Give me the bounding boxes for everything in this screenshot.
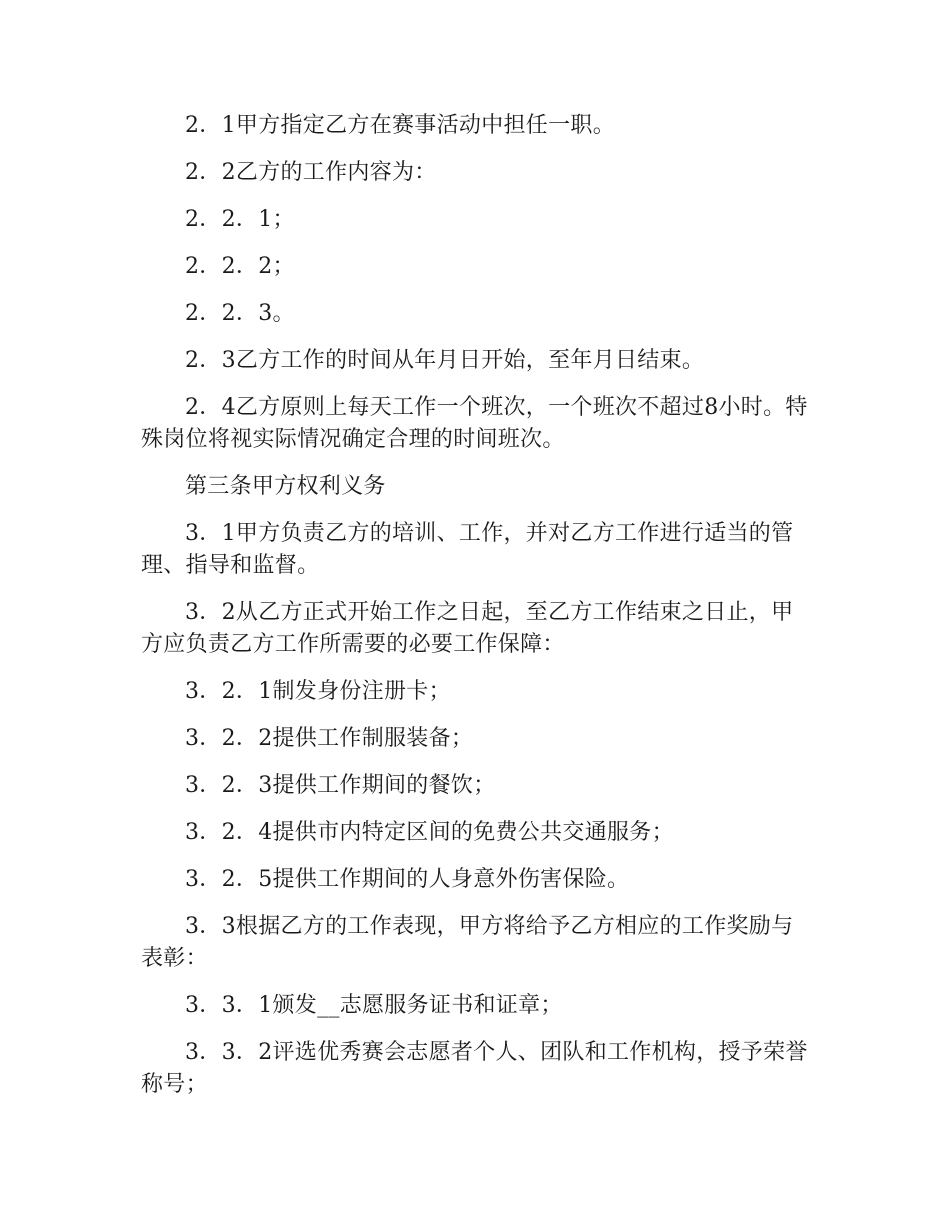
clause-2-1: 2．1甲方指定乙方在赛事活动中担任一职。: [185, 113, 615, 138]
clause-3-3-2: 3．3．2评选优秀赛会志愿者个人、团队和工作机构，授予荣誉称号；: [141, 1040, 808, 1097]
clause-3-2: 3．2从乙方正式开始工作之日起，至乙方工作结束之日止，甲方应负责乙方工作所需要的必要工作保障：: [141, 600, 794, 657]
clause-3-2-1: 3．2．1制发身份注册卡；: [185, 679, 451, 704]
clause-2-2-2: 2．2．2；: [185, 254, 295, 279]
document-body: [141, 110, 813, 1116]
clause-3-1: 3．1甲方负责乙方的培训、工作，并对乙方工作进行适当的管理、指导和监督。: [141, 521, 794, 578]
clause-3-3: 3．3根据乙方的工作表现，甲方将给予乙方相应的工作奖励与表彰：: [141, 914, 794, 971]
clause-2-2-3: 2．2．3。: [185, 301, 295, 326]
clause-3-2-5: 3．2．5提供工作期间的人身意外伤害保险。: [185, 867, 630, 892]
clause-2-4: 2．4乙方原则上每天工作一个班次，一个班次不超过8小时。特殊岗位将视实际情况确定合理的时间班次。: [141, 395, 808, 452]
article-3-heading: 第三条甲方权利义务: [185, 474, 386, 499]
clause-2-3: 2．3乙方工作的时间从年月日开始，至年月日结束。: [185, 348, 705, 373]
clause-3-2-4: 3．2．4提供市内特定区间的免费公共交通服务；: [185, 820, 674, 845]
clause-3-2-2: 3．2．2提供工作制服装备；: [185, 726, 474, 751]
clause-3-3-1: 3．3．1颁发__志愿服务证书和证章；: [185, 993, 563, 1018]
clause-3-2-3: 3．2．3提供工作期间的餐饮；: [185, 773, 496, 798]
clause-2-2: 2．2乙方的工作内容为：: [185, 160, 437, 185]
clause-2-2-1: 2．2．1；: [185, 207, 295, 232]
